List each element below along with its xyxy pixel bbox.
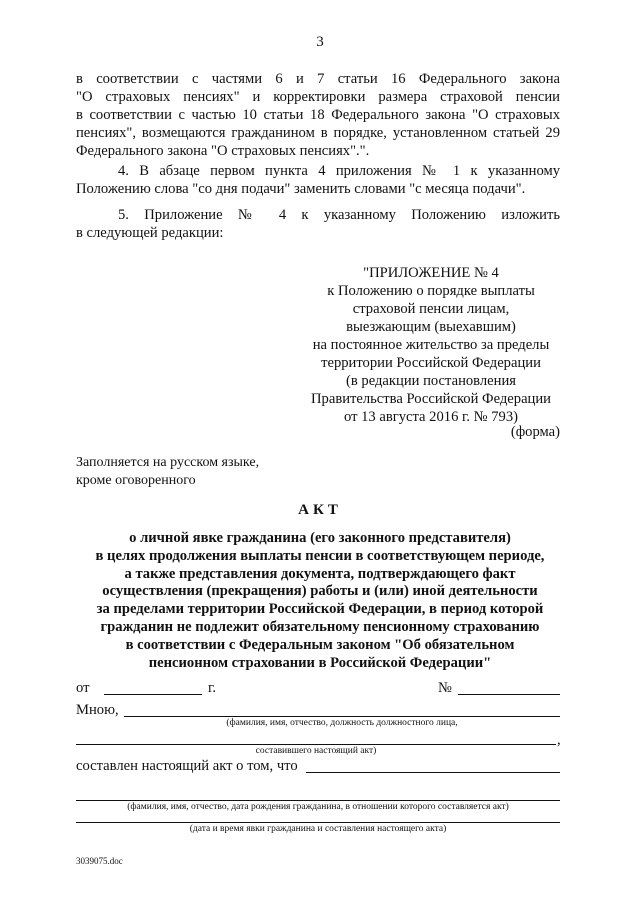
date-field[interactable]: [104, 694, 202, 695]
citizen-caption: (фамилия, имя, отчество, дата рождения гражданина, в отношении которого составляется акт): [127, 802, 509, 812]
appendix-line: территории Российской Федерации: [321, 355, 541, 371]
text-line: 4. В абзаце первом пункта 4 приложения № 1 к указанному: [118, 163, 560, 179]
appendix-line: (в редакции постановления: [346, 373, 516, 389]
appendix-line: на постоянное жительство за пределы: [312, 337, 550, 353]
text-line: в следующей редакции:: [76, 225, 224, 241]
citizen-field-1[interactable]: [306, 772, 560, 773]
appendix-line: к Положению о порядке выплаты: [327, 283, 535, 299]
text-line: 5. Приложение № 4 к указанному Положению изложить: [118, 207, 560, 223]
year-suffix: г.: [208, 680, 216, 696]
comma: ,: [557, 732, 561, 748]
language-note: [76, 454, 259, 490]
appendix-line: "ПРИЛОЖЕНИЕ № 4: [363, 265, 499, 281]
text-line: Федерального закона "О страховых пенсиях".".: [76, 143, 370, 159]
official-caption: (фамилия, имя, отчество, должность должностного лица,: [226, 718, 458, 728]
subtitle-line: пенсионном страховании в Российской Федерации": [148, 654, 492, 671]
citizen-field-2[interactable]: [76, 800, 560, 801]
note-line: кроме оговоренного: [76, 473, 196, 488]
form-label: (форма): [510, 424, 560, 440]
subtitle-line: о личной явке гражданина (его законного представителя): [129, 530, 511, 546]
subtitle-line: в целях продолжения выплаты пенсии в соответствующем периоде,: [95, 547, 545, 564]
page-number: 3: [316, 34, 324, 50]
official-name-field[interactable]: [124, 716, 560, 717]
paragraph-2: [76, 162, 560, 198]
appendix-line: от 13 августа 2016 г. № 793): [344, 409, 518, 425]
subtitle-line: в соответствии с Федеральным законом "Об обязательном: [125, 636, 515, 653]
subtitle-line: осуществления (прекращения) работы и (или) иной деятельности: [102, 583, 538, 600]
by-me-label: Мною,: [76, 702, 119, 718]
subtitle-line: гражданин не подлежит обязательному пенсионному страхованию: [100, 618, 540, 635]
text-line: в соответствии с частями 6 и 7 статьи 16 Федерального закона: [76, 71, 560, 87]
act-title: АКТ: [298, 502, 342, 518]
subtitle-line: за пределами территории Российской Федерации, в период которой: [96, 601, 544, 618]
subtitle-line: а также представления документа, подтверждающего факт: [124, 565, 516, 582]
paragraph-3: [76, 206, 560, 242]
datetime-caption: (дата и время явки гражданина и составления настоящего акта): [189, 824, 447, 834]
number-label: №: [438, 680, 452, 696]
text-line: Положению слова "со дня подачи" заменить словами "с месяца подачи".: [76, 181, 526, 197]
act-subtitle: [76, 530, 564, 672]
file-name: 3039075.doc: [76, 856, 123, 866]
appendix-line: страховой пенсии лицам,: [352, 301, 510, 317]
number-field[interactable]: [458, 694, 560, 695]
paragraph-1: [76, 70, 560, 160]
appendix-line: выезжающим (выехавшим): [346, 319, 516, 335]
from-label: от: [76, 680, 90, 696]
text-line: в соответствии с частью 10 статьи 18 Федерального закона "О страховых: [76, 107, 560, 123]
appendix-header: [300, 264, 562, 426]
appendix-line: Правительства Российской Федерации: [311, 391, 551, 407]
text-line: пенсиях", возмещаются гражданином в порядке, установленном статьей 29: [76, 125, 560, 141]
text-line: "О страховых пенсиях" и корректировки размера страховой пенсии: [76, 89, 560, 105]
compiler-caption: составившего настоящий акт): [255, 746, 377, 756]
compiled-label: составлен настоящий акт о том, что: [76, 758, 298, 774]
official-continuation-field[interactable]: [76, 744, 556, 745]
datetime-field[interactable]: [76, 822, 560, 823]
note-line: Заполняется на русском языке,: [76, 455, 260, 470]
